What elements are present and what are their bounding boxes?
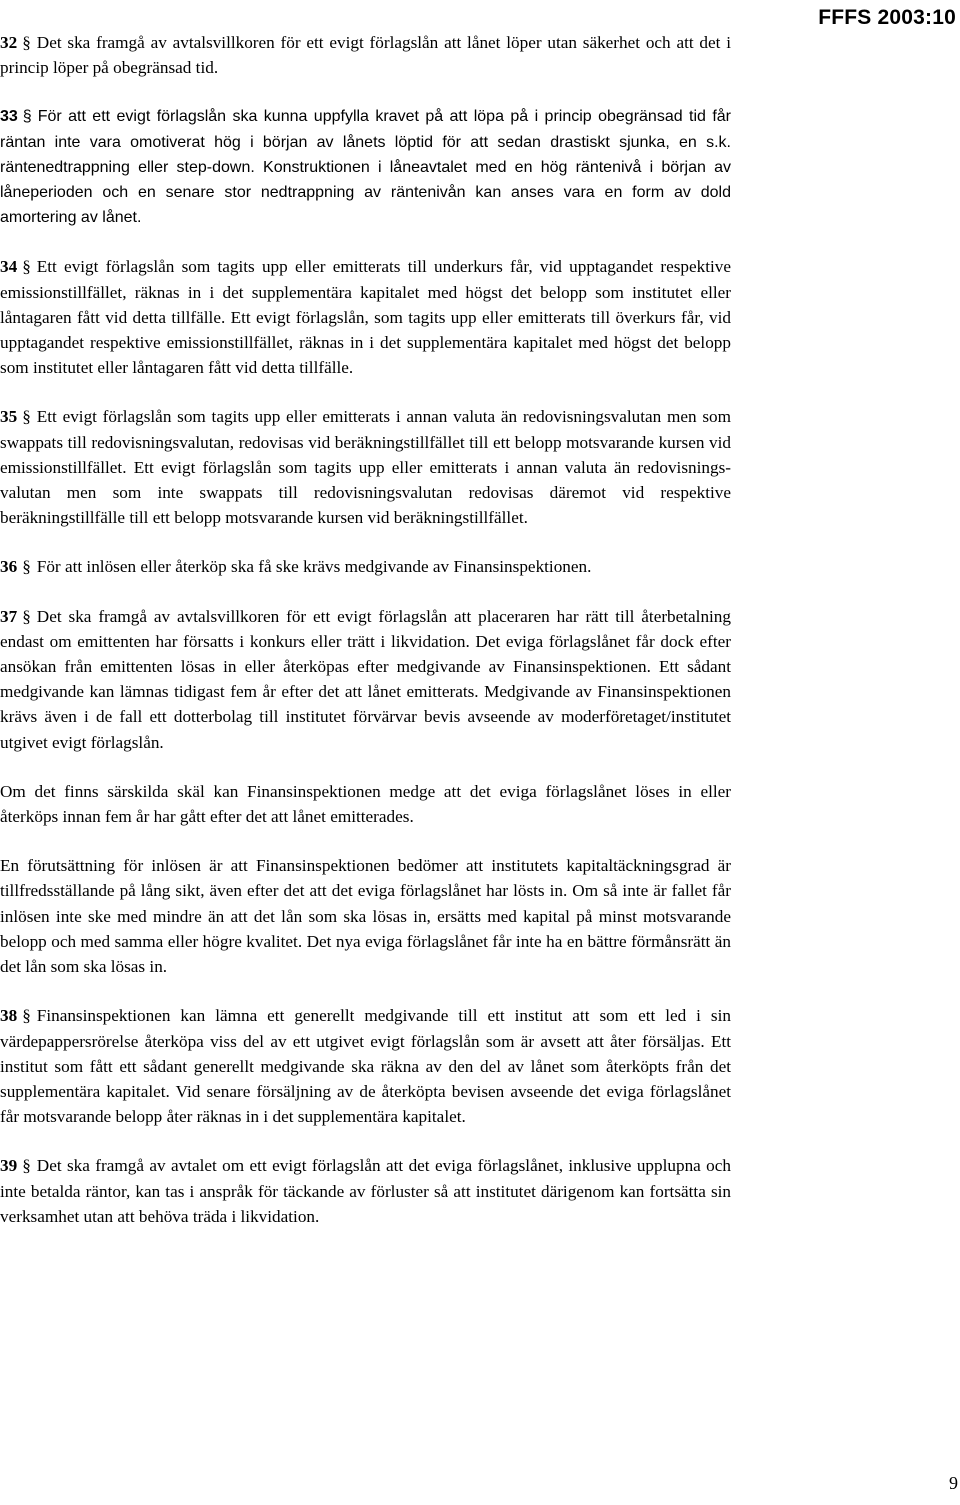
paragraph-number: 39 xyxy=(0,1156,18,1176)
paragraph-text: Det ska framgå av avtalsvillkoren för ett evigt förlagslån att placeraren har rätt till återbetalning endast om emittenten har försatts i konkurs eller trätt i likvidation. Det eviga förlagslånet får dock efter ansökan från emittenten lösas in eller återköpas efter medgivande av Finansinspektionen. Ett sådant medgivande kan lämnas tidigast fem år efter det att lånet emitterats. Medgivande av Finansinspektionen krävs även i de fall ett dotterbolag till institutet förvärvar bevis avseende av moderföretaget/institutet utgivet evigt förlagslån. xyxy=(0,606,731,752)
paragraph-37-condition xyxy=(0,853,731,979)
paragraph-35 xyxy=(0,404,731,530)
paragraph-text: För att ett evigt förlagslån ska kunna uppfylla kravet på att löpa på i princip obegränsad tid får räntan inte vara omotiverat hög i början av lånets löptid för att sedan drastiskt sjunka, en s.k. räntenedtrappning eller step-down. Konstruktionen i låneavtalet med en hög räntenivå i början av låneperioden och en senare stor nedtrappning av räntenivån kan anses vara en form av dold amortering av lånet. xyxy=(0,108,731,227)
paragraph-number: 34 xyxy=(0,257,18,277)
paragraph-number: 33 xyxy=(0,108,18,126)
paragraph-number: 36 xyxy=(0,557,18,577)
section-symbol: § xyxy=(22,606,31,626)
paragraph-39 xyxy=(0,1153,731,1229)
paragraph-text: Om det finns särskilda skäl kan Finansinspektionen medge att det eviga förlagslånet löses in eller återköps innan fem år har gått efter det att lånet emitterades. xyxy=(0,781,731,827)
paragraph-text: För att inlösen eller återköp ska få ske krävs medgivande av Finansinspektionen. xyxy=(36,557,592,577)
paragraph-32 xyxy=(0,30,731,80)
paragraph-number: 37 xyxy=(0,606,18,626)
section-symbol: § xyxy=(22,108,32,126)
document-id: FFFS 2003:10 xyxy=(818,6,956,29)
paragraph-37 xyxy=(0,604,731,755)
section-symbol: § xyxy=(22,33,31,52)
section-symbol: § xyxy=(22,1006,31,1026)
paragraph-34 xyxy=(0,254,731,380)
paragraph-text: Ett evigt förlagslån som tagits upp eller emitterats till underkurs får, vid upptagandet respektive emissionstillfället, räknas in i det supplementära kapitalet med högst det belopp som institutet eller låntagaren fått vid detta tillfälle. Ett evigt förlagslån, som tagits upp eller emitterats till överkurs får, vid upptagandet respektive emissionstillfället, räknas in i det supplementära kapitalet med högst det belopp som institutet eller låntagaren fått vid detta tillfälle. xyxy=(0,257,731,378)
paragraph-text: En förutsättning för inlösen är att Finansinspektionen bedömer att institutets kapitaltäckningsgrad är tillfredsställande på lång sikt, även efter det att det eviga förlagslånet har lösts in. Om så inte är fallet får inlösen inte ske med mindre än att det lån som ska lösas in, ersätts med kapital på minst motsvarande belopp och med samma eller högre kvalitet. Det nya eviga förlagslånet får inte ha en bättre förmånsrätt än det lån som ska lösas in. xyxy=(0,856,731,977)
section-symbol: § xyxy=(22,407,31,427)
paragraph-38 xyxy=(0,1003,731,1129)
paragraph-33 xyxy=(0,104,731,230)
paragraph-text: Ett evigt förlagslån som tagits upp eller emitterats i annan valuta än redovisningsvalutan men som swappats till redovisningsvalutan, redovisas vid beräkningstillfället till ett belopp motsvarande kursen vid emissionstillfället. Ett evigt förlagslån som tagits upp eller emitterats i annan valuta än redovisningsvalutan men som inte swappats till redovisningsvalutan redovisas däremot vid respektive beräkningstillfälle till ett belopp motsvarande kursen vid beräkningstillfället. xyxy=(0,407,731,528)
paragraph-36 xyxy=(0,554,731,579)
section-symbol: § xyxy=(22,1156,31,1176)
section-symbol: § xyxy=(22,257,31,277)
paragraph-text: Finansinspektionen kan lämna ett generellt medgivande till ett institut att som ett led i sin värdepappersrörelse återköpa viss del av ett utgivet evigt förlagslån som är avsett att åter försäljas. Ett institut som fått ett sådant generellt medgivande ska räkna av den del av lånet som återköpts från det supplementära kapitalet. Vid senare försäljning av de återköpta bevisen avseende det eviga förlagslånet får motsvarande belopp åter räknas in i det supplementära kapitalet. xyxy=(0,1006,731,1127)
paragraph-37-exception xyxy=(0,779,731,829)
paragraph-number: 35 xyxy=(0,407,18,427)
document-body xyxy=(0,30,731,1253)
page-number: 9 xyxy=(949,1473,958,1493)
paragraph-text: Det ska framgå av avtalsvillkoren för ett evigt förlagslån att lånet löper utan säkerhet och att det i princip löper på obegränsad tid. xyxy=(0,33,731,78)
section-symbol: § xyxy=(22,557,31,577)
paragraph-text: Det ska framgå av avtalet om ett evigt förlagslån att det eviga förlagslånet, inklusive upplupna och inte betalda räntor, kan tas i anspråk för täckande av förluster så att institutet därigenom kan fortsätta sin verksamhet utan att behöva träda i likvidation. xyxy=(0,1156,731,1226)
paragraph-number: 38 xyxy=(0,1006,18,1026)
paragraph-number: 32 xyxy=(0,33,18,52)
